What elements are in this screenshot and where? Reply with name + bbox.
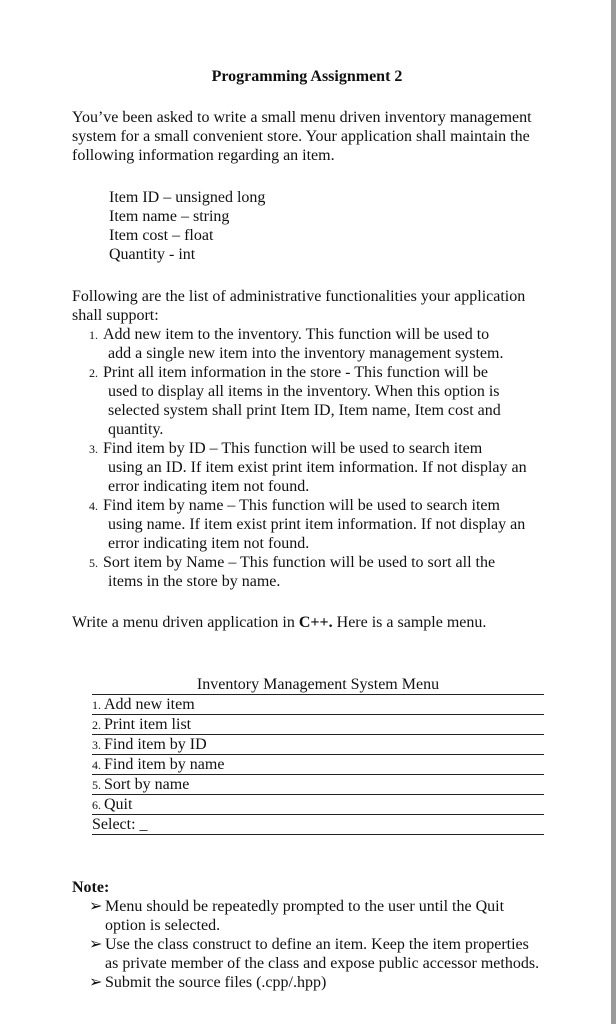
function-item — [89, 363, 548, 439]
function-first-line: Find item by name – This function will be used to search item — [103, 497, 500, 514]
function-continuation: using name. If item exist print item information. If not display an error indicating item not found. — [108, 516, 526, 552]
write-suffix: Here is a sample menu. — [332, 614, 487, 631]
function-number: 3. — [89, 442, 98, 456]
menu-item — [92, 735, 544, 755]
menu-item — [92, 755, 544, 775]
note-heading: Note: — [72, 879, 110, 896]
field-item-cost: Item cost – float — [109, 227, 214, 244]
arrow-bullet-icon: ➢ — [89, 974, 103, 991]
menu-item-number: 6. — [92, 798, 101, 812]
function-continuation: items in the store by name. — [108, 573, 281, 590]
menu-item-label: Find item by name — [104, 756, 225, 773]
menu-select-prompt: Select: _ — [92, 815, 544, 835]
function-first-line: Find item by ID – This function will be used to search item — [103, 440, 483, 457]
sample-menu — [92, 675, 544, 835]
menu-item-label: Print item list — [104, 716, 192, 733]
note-text: Submit the source files (.cpp/.hpp) — [105, 974, 327, 991]
menu-item — [92, 795, 544, 815]
functions-list — [89, 325, 548, 591]
functions-intro: Following are the list of administrative functionalities your application shall support: — [72, 288, 526, 324]
language-name: C++. — [298, 614, 333, 631]
arrow-bullet-icon: ➢ — [89, 936, 103, 953]
note-item — [89, 935, 542, 973]
function-first-line: Print all item information in the store - This function will be — [103, 364, 488, 381]
function-item — [89, 325, 548, 363]
item-fields-list — [109, 188, 265, 264]
field-item-name: Item name – string — [109, 208, 230, 225]
page-edge — [611, 0, 616, 1024]
menu-item-label: Find item by ID — [104, 736, 207, 753]
menu-item-number: 4. — [92, 758, 101, 772]
function-number: 1. — [89, 328, 98, 342]
menu-item-number: 2. — [92, 718, 101, 732]
menu-title: Inventory Management System Menu — [92, 675, 544, 695]
function-item — [89, 439, 548, 496]
function-number: 4. — [89, 499, 98, 513]
menu-item — [92, 775, 544, 795]
menu-item-number: 5. — [92, 778, 101, 792]
note-section — [72, 878, 542, 992]
note-text: Menu should be repeatedly prompted to the user until the Quit option is selected. — [105, 898, 505, 934]
menu-item-number: 1. — [92, 698, 101, 712]
menu-item — [92, 715, 544, 735]
page-title: Programming Assignment 2 — [211, 68, 403, 85]
menu-item — [92, 695, 544, 715]
note-text: Use the class construct to define an item. Keep the item properties as private member of the class and expose public accessor methods. — [105, 936, 540, 972]
function-continuation: add a single new item into the inventory management system. — [108, 345, 504, 362]
menu-item-label: Quit — [104, 796, 133, 813]
function-first-line: Sort item by Name – This function will be used to sort all the — [103, 554, 496, 571]
note-item — [89, 897, 542, 935]
function-continuation: used to display all items in the inventory. When this option is selected system shall print Item ID, Item name, Item cost and quantity. — [108, 383, 501, 438]
menu-intro-paragraph — [72, 613, 542, 632]
note-item — [89, 973, 542, 992]
intro-paragraph: You’ve been asked to write a small menu driven inventory management system for a small convenient store. Your application shall maintain the following information regarding an item. — [72, 109, 532, 164]
menu-item-number: 3. — [92, 738, 101, 752]
menu-item-label: Sort by name — [104, 776, 190, 793]
function-continuation: using an ID. If item exist print item information. If not display an error indicating item not found. — [108, 459, 527, 495]
field-quantity: Quantity - int — [109, 246, 196, 263]
function-first-line: Add new item to the inventory. This function will be used to — [103, 326, 490, 343]
note-list — [72, 897, 542, 992]
function-number: 2. — [89, 366, 98, 380]
field-item-id: Item ID – unsigned long — [109, 189, 266, 206]
arrow-bullet-icon: ➢ — [89, 898, 103, 915]
function-item — [89, 553, 548, 591]
menu-item-label: Add new item — [104, 696, 195, 713]
write-prefix: Write a menu driven application in — [72, 614, 299, 631]
function-number: 5. — [89, 556, 98, 570]
function-item — [89, 496, 548, 553]
